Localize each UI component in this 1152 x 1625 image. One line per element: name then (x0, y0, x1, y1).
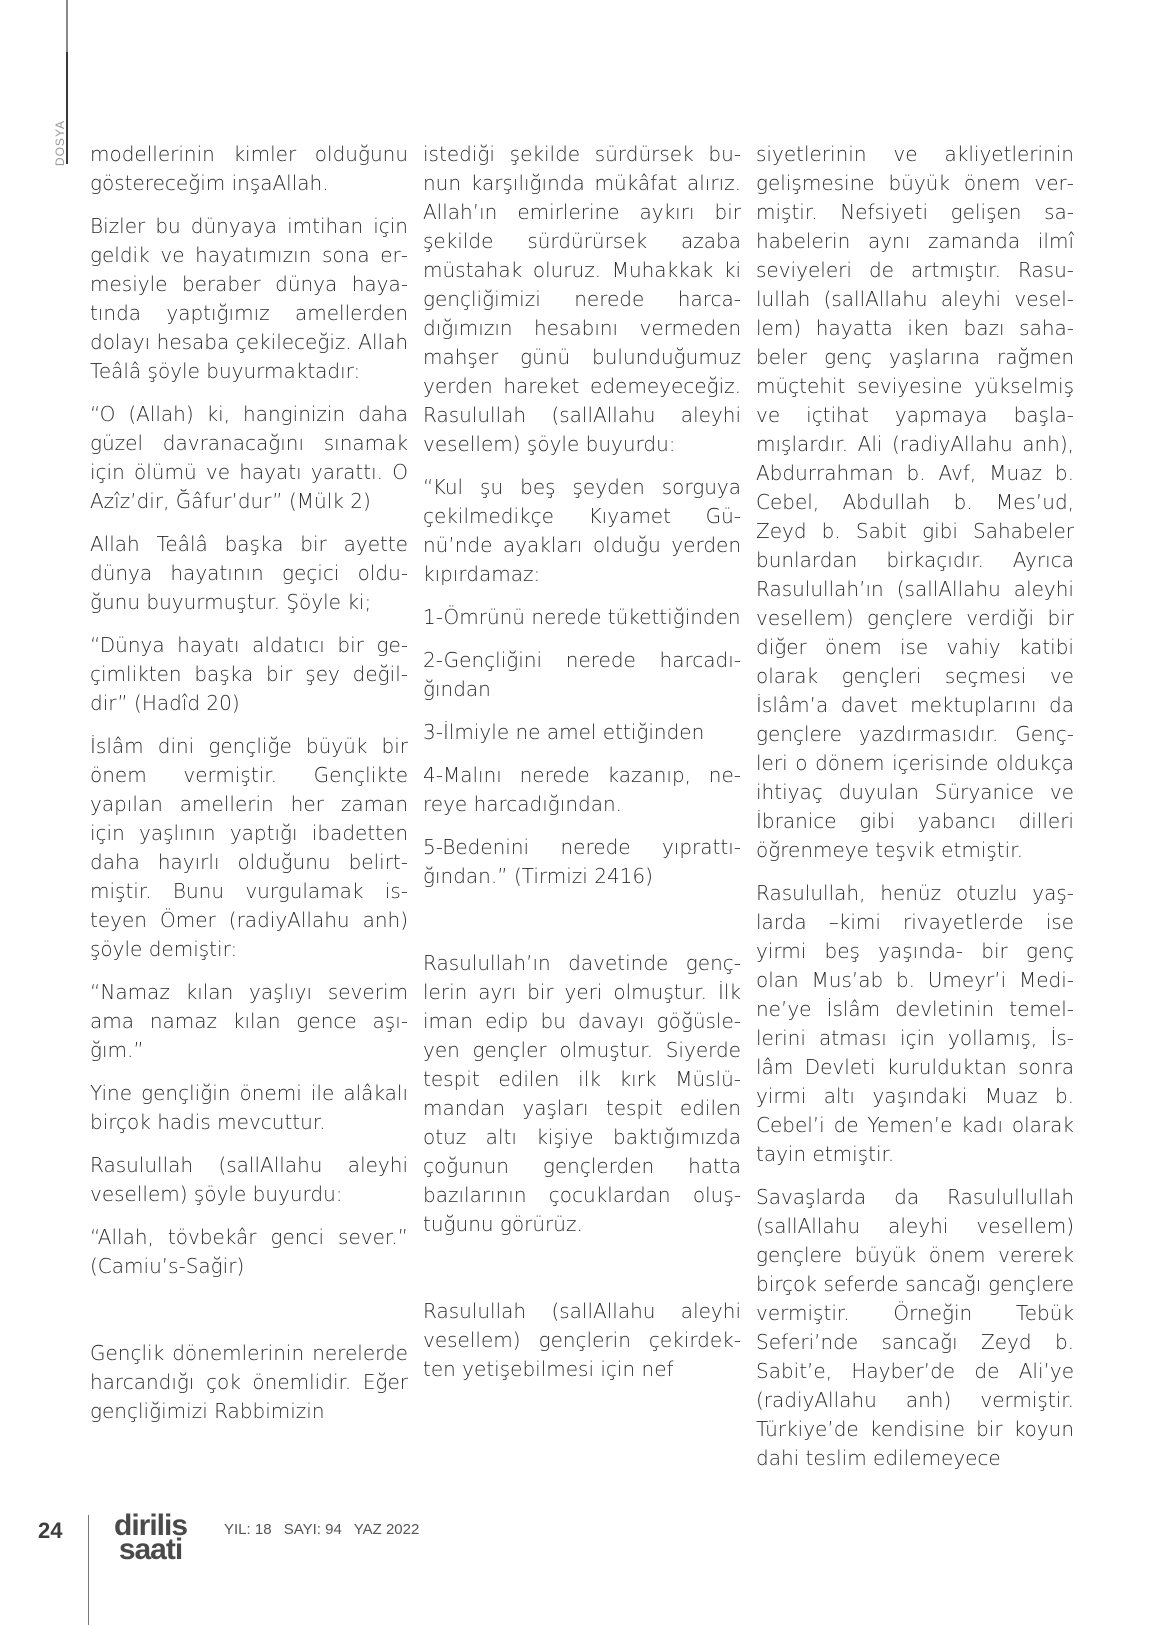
list-item: 5-Bedenini nerede yıprattığından.” (Tirmizi 2416) (423, 835, 741, 888)
paragraph: Rasulullah (sallAllahu aleyhi vesellem) gençlerin çekirdekten yetişebilmesi için nef (423, 1299, 741, 1381)
issue-info (224, 1521, 427, 1538)
footer-divider (88, 1515, 89, 1625)
page-number: 24 (38, 1518, 63, 1543)
logo-line-2: saati (118, 1533, 183, 1566)
paragraph: Allah Teâlâ başka bir ayette dünya hayatının geçici olduğunu buyurmuştur. Şöyle ki; (90, 532, 408, 614)
paragraph: istediği şekilde sürdürsek bunun karşılığında mükâfat alırız. Allah’ın emirlerine aykırı bir şekilde sürdürürsek azaba müstahak oluruz. Muhakkak ki gençliğimizi nerede harcadığımızın hesabını vermeden mahşer günü bulunduğumuz yerden hareket edemeyeceğiz. Rasulullah (sallAllahu aleyhi vesellem) şöyle buyurdu: (423, 142, 741, 456)
article-column-2 (423, 140, 741, 1398)
list-item: 1-Ömrünü nerede tükettiğinden (423, 605, 741, 629)
paragraph: modellerinin kimler olduğunu göstereceğim inşaAllah. (90, 142, 408, 195)
article-column-1 (90, 140, 408, 1440)
quote-paragraph: “O (Allah) ki, hanginizin daha güzel davranacağını sınamak için ölümü ve hayatı yarattı. O Azîz’dir, Ğâfur’dur” (Mülk 2) (90, 402, 408, 513)
paragraph: Yine gençliğin önemi ile alâkalı birçok hadis mevcuttur. (90, 1081, 408, 1134)
paragraph: Rasulullah (sallAllahu aleyhi vesellem) şöyle buyurdu: (90, 1153, 408, 1206)
paragraph: Rasulullah, henüz otuzlu yaşlarda –kimi rivayetlerde ise yirmi beş yaşında- bir genç olan Mus’ab b. Umeyr’i Medine’ye İslâm devletinin temellerini atması için yollamış, İslâm Devleti kurulduktan sonra yirmi altı yaşındaki Muaz b. Cebel’i de Yemen’e kadı olarak tayin etmiştir. (756, 881, 1074, 1166)
quote-paragraph: “Dünya hayatı aldatıcı bir geçimlikten başka bir şey değildir” (Hadîd 20) (90, 633, 408, 715)
article-column-3 (756, 140, 1074, 1487)
list-item: 2-Gençliğini nerede harcadığından (423, 648, 741, 701)
paragraph: İslâm dini gençliğe büyük bir önem vermiştir. Gençlikte yapılan amellerin her zaman için yaşlının yaptığı ibadetten daha hayırlı olduğunu belirtmiştir. Bunu vurgulamak isteyen Ömer (radiyAllahu anh) şöyle demiştir: (90, 734, 408, 961)
quote-paragraph: “Namaz kılan yaşlıyı severim ama namaz kılan gence aşığım.” (90, 980, 408, 1062)
section-tag (40, 118, 80, 168)
list-item: 4-Malını nerede kazanıp, nereye harcadığından. (423, 763, 741, 816)
magazine-logo (114, 1509, 188, 1566)
paragraph: Savaşlarda da Rasulullullah (sallAllahu aleyhi vesellem) gençlere büyük önem vererek birçok seferde sancağı gençlere vermiştir. Örneğin Tebük Seferi’nde sancağı Zeyd b. Sabit’e, Hayber’de de Ali’ye (radiyAllahu anh) vermiştir. Türkiye’de kendisine bir koyun dahi teslim edilemeyece (756, 1185, 1074, 1470)
issue-year: YIL: 18 (224, 1521, 272, 1538)
top-vertical-rule (66, 0, 68, 52)
paragraph: siyetlerinin ve akliyetlerinin gelişmesine büyük önem vermiştir. Nefsiyeti gelişen sahabelerin aynı zamanda ilmî seviyeleri de artmıştır. Rasulullah (sallAllahu aleyhi vesellem) hayatta iken bazı sahabeler genç yaşlarına rağmen müçtehit seviyesine yükselmiş ve içtihat yapmaya başlamışlardır. Ali (radiyAllahu anh), Abdurrahman b. Avf, Muaz b. Cebel, Abdullah b. Mes’ud, Zeyd b. Sabit gibi Sahabeler bunlardan birkaçıdır. Ayrıca Rasulullah’ın (sallAllahu aleyhi vesellem) gençlere verdiği bir diğer önem ise vahiy katibi olarak gençleri seçmesi ve İslâm’a davet mektuplarını da gençlere yazdırmasıdır. Gençleri o dönem içerisinde oldukça ihtiyaç duyulan Süryanice ve İbranice gibi yabancı dilleri öğrenmeye teşvik etmiştir. (756, 142, 1074, 862)
paragraph: Rasulullah’ın davetinde gençlerin ayrı bir yeri olmuştur. İlk iman edip bu davayı göğüsleyen gençler olmuştur. Siyerde tespit edilen ilk kırk Müslümandan yaşları tespit edilen otuz altı kişiye baktığımızda çoğunun gençlerden hatta bazılarının çocuklardan oluştuğunu görürüz. (423, 951, 741, 1236)
issue-season: YAZ 2022 (353, 1521, 420, 1538)
paragraph: Bizler bu dünyaya imtihan için geldik ve hayatımızın sona ermesiyle beraber dünya hayatında yaptığımız amellerden dolayı hesaba çekileceğiz. Allah Teâlâ şöyle buyurmaktadır: (90, 214, 408, 383)
quote-paragraph: “Kul şu beş şeyden sorguya çekilmedikçe Kıyamet Günü’nde ayakları olduğu yerden kıpırdamaz: (423, 475, 741, 586)
quote-paragraph: “Allah, tövbekâr genci sever.” (Camiu’s-Sağir) (90, 1225, 408, 1278)
issue-number: SAYI: 94 (283, 1521, 342, 1538)
section-label: DOSYA (53, 119, 67, 167)
list-item: 3-İlmiyle ne amel ettiğinden (423, 720, 705, 744)
paragraph: Gençlik dönemlerinin nerelerde harcandığı çok önemlidir. Eğer gençliğimizi Rabbimizin (90, 1341, 408, 1423)
logo-line-1: dirilis (114, 1509, 188, 1542)
